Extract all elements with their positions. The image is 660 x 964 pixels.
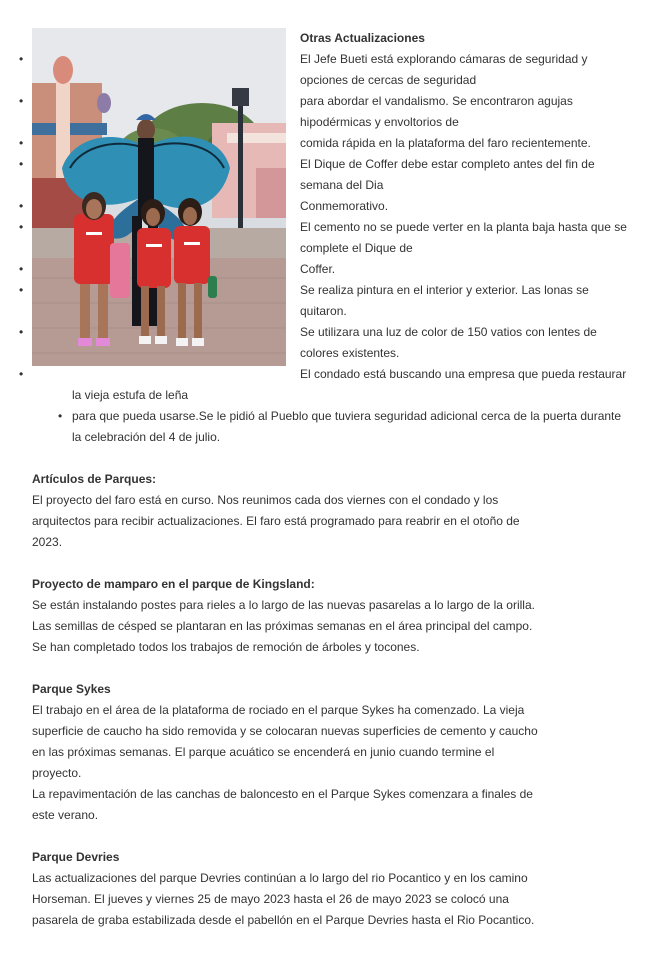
section-line: Las semillas de césped se plantaran en las próximas semanas en el área principal del campo. bbox=[32, 619, 533, 633]
list-item-line: comida rápida en la plataforma del faro recientemente. bbox=[300, 136, 591, 150]
list-item-line: hipodérmicas y envoltorios de bbox=[300, 115, 459, 129]
section-line: Las actualizaciones del parque Devries continúan a lo largo del rio Pocantico y en los camino bbox=[32, 871, 528, 885]
list-item-line: Se utilizara una luz de color de 150 vatios con lentes de bbox=[300, 325, 597, 339]
bullet-icon: • bbox=[19, 52, 24, 66]
bullet-icon: • bbox=[19, 199, 24, 213]
list-item-line: Coffer. bbox=[300, 262, 336, 276]
bullet-icon: • bbox=[19, 136, 24, 150]
list-item-line: El condado está buscando una empresa que pueda restaurar bbox=[300, 367, 627, 381]
list-item-line: Se realiza pintura en el interior y exterior. Las lonas se bbox=[300, 283, 589, 297]
bullet-icon: • bbox=[19, 367, 24, 381]
section-line: pasarela de graba estabilizada desde el pabellón en el Parque Devries hasta el Rio Pocantico. bbox=[32, 913, 535, 927]
bullet-icon: • bbox=[19, 220, 24, 234]
section-line: El trabajo en el área de la plataforma de rociado en el parque Sykes ha comenzado. La vieja bbox=[32, 703, 525, 717]
bullet-icon: • bbox=[19, 262, 24, 276]
list-item-line: la celebración del 4 de julio. bbox=[72, 430, 221, 444]
list-item-line: semana del Dia bbox=[300, 178, 384, 192]
bullet-icon: • bbox=[58, 409, 63, 423]
updates-list bbox=[19, 49, 632, 385]
list-item bbox=[19, 49, 632, 91]
section-line: Se están instalando postes para rieles a lo largo de las nuevas pasarelas a lo largo de la orilla. bbox=[32, 598, 535, 612]
updates-list-tail bbox=[58, 406, 632, 448]
section bbox=[32, 574, 632, 658]
section-heading: Proyecto de mamparo en el parque de Kingsland: bbox=[32, 577, 315, 591]
list-item bbox=[19, 322, 632, 364]
list-item bbox=[19, 217, 632, 259]
section-line: en las próximas semanas. El parque acuático se encenderá en junio cuando termine el bbox=[32, 745, 495, 759]
section-line: Horseman. El jueves y viernes 25 de mayo 2023 hasta el 26 de mayo 2023 se colocó una bbox=[32, 892, 509, 906]
updates-heading: Otras Actualizaciones bbox=[300, 31, 425, 45]
newsletter-page bbox=[19, 28, 632, 931]
list-item-line: Conmemorativo. bbox=[300, 199, 389, 213]
list-item-line: quitaron. bbox=[300, 304, 347, 318]
section-line: Se han completado todos los trabajos de remoción de árboles y tocones. bbox=[32, 640, 420, 654]
section-heading: Parque Sykes bbox=[32, 682, 111, 696]
section-line: superficie de caucho ha sido removida y se colocaran nuevas superficies de cemento y caucho bbox=[32, 724, 538, 738]
section-line: La repavimentación de las canchas de baloncesto en el Parque Sykes comenzara a finales de bbox=[32, 787, 533, 801]
updates-overflow bbox=[32, 385, 632, 448]
section-line: El proyecto del faro está en curso. Nos reunimos cada dos viernes con el condado y los bbox=[32, 493, 499, 507]
bullet-icon: • bbox=[19, 283, 24, 297]
section bbox=[32, 847, 632, 931]
section-line: proyecto. bbox=[32, 766, 82, 780]
section-line: arquitectos para recibir actualizaciones. El faro está programado para reabrir en el otoño de bbox=[32, 514, 520, 528]
list-item-line: complete el Dique de bbox=[300, 241, 413, 255]
section-line: este verano. bbox=[32, 808, 99, 822]
list-item bbox=[19, 364, 632, 385]
bullet-icon: • bbox=[19, 325, 24, 339]
bullet-icon: • bbox=[19, 94, 24, 108]
list-item bbox=[19, 133, 632, 154]
list-item-line: colores existentes. bbox=[300, 346, 400, 360]
list-item-line: opciones de cercas de seguridad bbox=[300, 73, 477, 87]
section-heading: Artículos de Parques: bbox=[32, 472, 157, 486]
bullet-icon: • bbox=[19, 157, 24, 171]
list-item bbox=[19, 91, 632, 133]
section-line: 2023. bbox=[32, 535, 63, 549]
list-item-line: El Dique de Coffer debe estar completo antes del fin de bbox=[300, 157, 595, 171]
list-item-line: El Jefe Bueti está explorando cámaras de seguridad y bbox=[300, 52, 588, 66]
list-item bbox=[58, 406, 632, 448]
list-item bbox=[19, 154, 632, 196]
list-item-line: para que pueda usarse.Se le pidió al Pueblo que tuviera seguridad adicional cerca de la puerta durante bbox=[72, 409, 622, 423]
list-item-continuation: la vieja estufa de leña bbox=[72, 388, 189, 402]
list-item bbox=[19, 196, 632, 217]
section-heading: Parque Devries bbox=[32, 850, 120, 864]
list-item-line: El cemento no se puede verter en la planta baja hasta que se bbox=[300, 220, 627, 234]
list-item-line: para abordar el vandalismo. Se encontraron agujas bbox=[300, 94, 573, 108]
section bbox=[32, 469, 632, 553]
section bbox=[32, 679, 632, 826]
list-item bbox=[19, 259, 632, 280]
sections-container bbox=[32, 469, 632, 931]
list-item bbox=[19, 280, 632, 322]
